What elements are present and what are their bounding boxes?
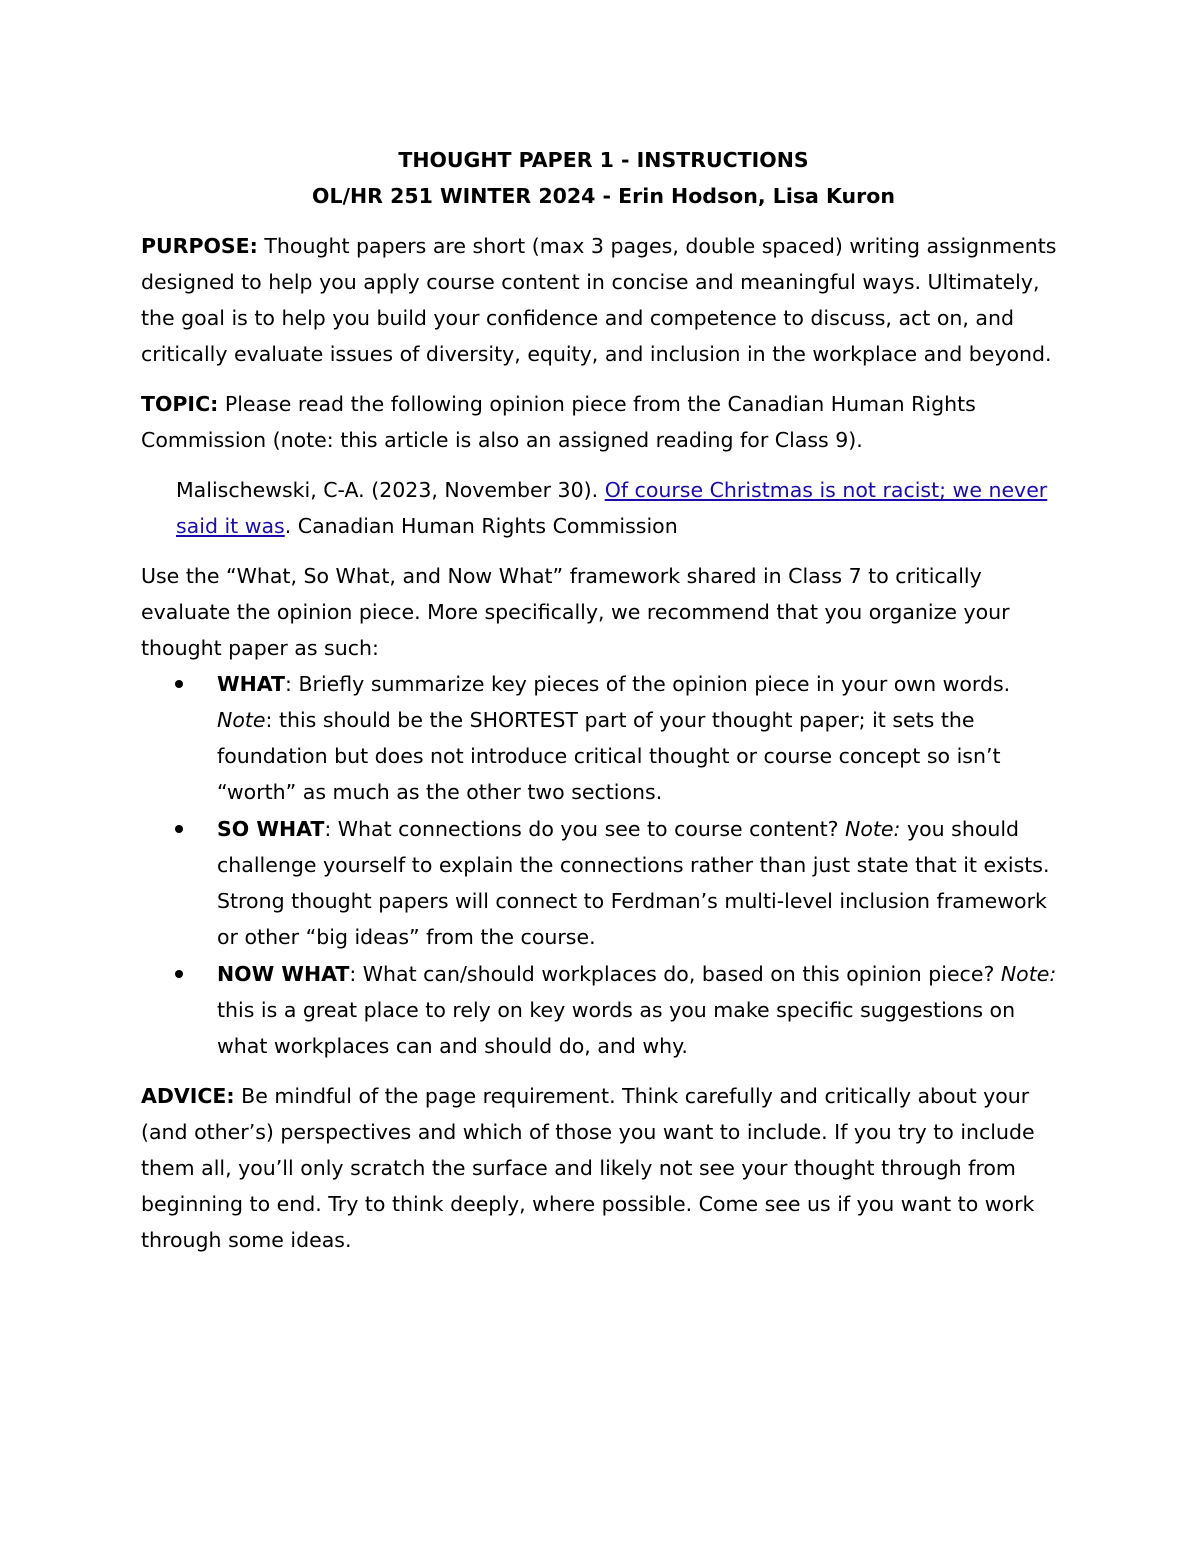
framework-intro: Use the “What, So What, and Now What” framework shared in Class 7 to critically evaluate the opinion piece. More specifically, we recommend that you organize your thought paper as such: bbox=[141, 564, 1010, 660]
framework-item-label: NOW WHAT bbox=[217, 962, 350, 986]
framework-item-text: : Briefly summarize key pieces of the opinion piece in your own words. bbox=[285, 672, 1011, 696]
topic-label: TOPIC: bbox=[141, 392, 219, 416]
document-page bbox=[141, 142, 1066, 1258]
purpose-label: PURPOSE: bbox=[141, 234, 258, 258]
advice-paragraph bbox=[141, 1078, 1066, 1258]
framework-item-what bbox=[141, 666, 1066, 810]
framework-list bbox=[141, 666, 1066, 1064]
framework-item-text: : What connections do you see to course content? bbox=[324, 817, 846, 841]
citation-paragraph bbox=[176, 472, 1066, 544]
title-block bbox=[141, 142, 1066, 214]
bullet-icon bbox=[173, 666, 185, 702]
citation-source: . Canadian Human Rights Commission bbox=[284, 514, 678, 538]
citation-author: Malischewski, C-A. (2023, November 30). bbox=[176, 478, 605, 502]
purpose-text: Thought papers are short (max 3 pages, double spaced) writing assignments designed to help you apply course content in concise and meaningful ways. Ultimately, the goal is to help you build your confidence and competence to discuss, act on, and critically evaluate issues of diversity, equity, and inclusion in the workplace and beyond. bbox=[141, 234, 1057, 366]
advice-label: ADVICE: bbox=[141, 1084, 235, 1108]
note-label: Note: bbox=[1000, 962, 1057, 986]
framework-item-text: : What can/should workplaces do, based on this opinion piece? bbox=[349, 962, 1001, 986]
framework-item-label: WHAT bbox=[217, 672, 286, 696]
topic-paragraph bbox=[141, 386, 1066, 458]
advice-text: Be mindful of the page requirement. Think carefully and critically about your (and other’s) perspectives and which of those you want to include. If you try to include them all, you’ll only scratch the surface and likely not see your thought through from beginning to end. Try to think deeply, where possible. Come see us if you want to work through some ideas. bbox=[141, 1084, 1035, 1252]
bullet-icon bbox=[173, 956, 185, 992]
framework-item-now-what bbox=[141, 956, 1066, 1064]
framework-item-text: you should challenge yourself to explain the connections rather than just state that it exists. Strong thought papers will connect to Ferdman’s multi-level inclusion framework or other “big ideas” from the course. bbox=[217, 817, 1050, 949]
document-title: THOUGHT PAPER 1 - INSTRUCTIONS bbox=[398, 148, 809, 172]
note-label: Note bbox=[217, 708, 266, 732]
framework-item-text: this is a great place to rely on key words as you make specific suggestions on what workplaces can and should do, and why. bbox=[217, 998, 1016, 1058]
bullet-icon bbox=[173, 811, 185, 847]
framework-item-so-what bbox=[141, 811, 1066, 955]
purpose-paragraph bbox=[141, 228, 1066, 372]
topic-text: Please read the following opinion piece from the Canadian Human Rights Commission (note: this article is also an assigned reading for Class 9). bbox=[141, 392, 976, 452]
framework-item-text: : this should be the SHORTEST part of your thought paper; it sets the foundation but does not introduce critical thought or course concept so isn’t “worth” as much as the other two sections. bbox=[217, 708, 1001, 804]
article-link[interactable]: Of course Christmas is not racist; we never said it was bbox=[176, 478, 1048, 538]
framework-item-label: SO WHAT bbox=[217, 817, 325, 841]
note-label: Note: bbox=[845, 817, 901, 841]
document-subtitle: OL/HR 251 WINTER 2024 - Erin Hodson, Lisa Kuron bbox=[312, 184, 895, 208]
